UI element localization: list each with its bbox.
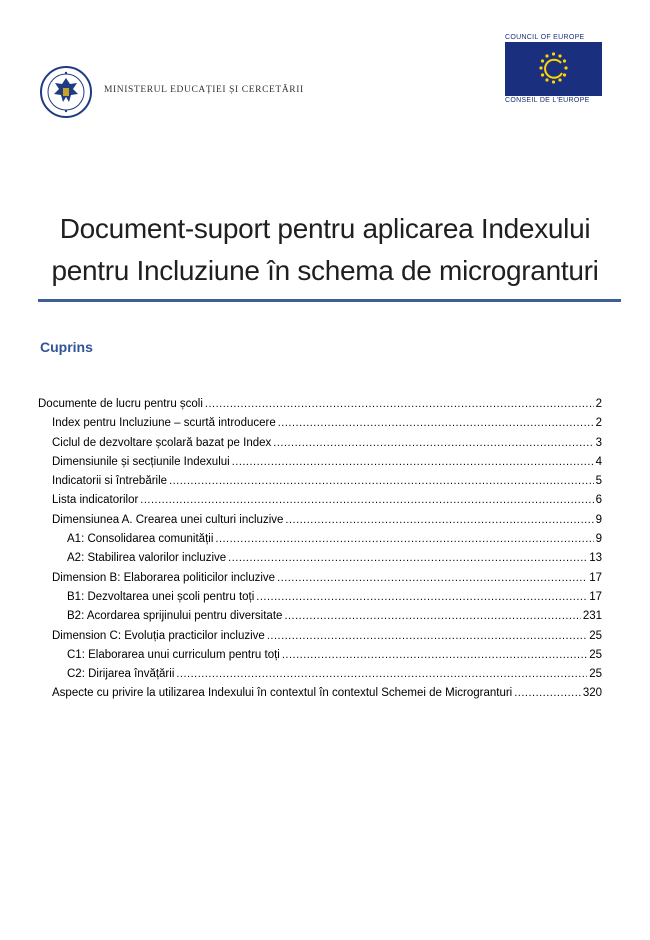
toc-entry[interactable] — [38, 646, 602, 665]
toc-leader-dots — [215, 530, 593, 549]
toc-entry-page[interactable]: 17 — [589, 571, 602, 584]
toc-leader-dots — [267, 627, 587, 646]
toc-leader-dots — [273, 434, 593, 453]
toc-entry-page[interactable]: 5 — [595, 475, 602, 488]
toc-entry[interactable] — [38, 511, 602, 530]
toc-heading: Cuprins — [40, 339, 93, 355]
toc-entry-label[interactable]: C1: Elaborarea unui curriculum pentru toți — [67, 648, 280, 661]
toc-leader-dots — [140, 491, 593, 510]
toc-entry-page[interactable]: 13 — [589, 552, 602, 565]
toc-entry-label[interactable]: Dimensiunile și secțiunile Indexului — [52, 455, 230, 468]
toc-leader-dots — [284, 607, 580, 626]
toc-entry[interactable] — [38, 472, 602, 491]
toc-leader-dots — [228, 549, 587, 568]
toc-entry-label[interactable]: Aspecte cu privire la utilizarea Indexului în contextul în contextul Schemei de Microgranturi — [52, 687, 513, 700]
title-divider — [38, 299, 621, 302]
toc-leader-dots — [285, 511, 593, 530]
toc-entry[interactable] — [38, 665, 602, 684]
toc-entry[interactable] — [38, 414, 602, 433]
toc-entry[interactable] — [38, 684, 602, 703]
toc-entry[interactable] — [38, 607, 602, 626]
toc-entry-label[interactable]: Lista indicatorilor — [52, 494, 139, 507]
toc-entry-page[interactable]: 17 — [589, 590, 602, 603]
toc-entry-label[interactable]: Ciclul de dezvoltare școlară bazat pe Index — [52, 436, 272, 449]
toc-entry[interactable] — [38, 434, 602, 453]
toc-entry[interactable] — [38, 530, 602, 549]
toc-entry-page[interactable]: 25 — [589, 629, 602, 642]
toc-entry-label[interactable]: Index pentru Incluziune – scurtă introducere — [52, 417, 276, 430]
eu-stars-icon — [505, 43, 602, 95]
coe-name-fr: CONSEIL DE L'EUROPE — [505, 95, 602, 104]
toc-entry-page[interactable]: 3 — [595, 436, 602, 449]
toc-entry[interactable] — [38, 549, 602, 568]
toc-entry-page[interactable]: 9 — [595, 513, 602, 526]
toc-entry-label[interactable]: Documente de lucru pentru școli — [38, 398, 203, 410]
ministry-name: MINISTERUL EDUCAȚIEI ȘI CERCETĂRII — [104, 85, 304, 95]
toc-entry-label[interactable]: B1: Dezvoltarea unei școli pentru toți — [67, 590, 255, 603]
toc-entry[interactable] — [38, 395, 602, 414]
council-of-europe-logo — [505, 34, 602, 104]
toc-entry-label[interactable]: A1: Consolidarea comunității — [67, 533, 214, 546]
toc-leader-dots — [205, 395, 594, 414]
toc-leader-dots — [278, 414, 594, 433]
toc-entry-page[interactable]: 2 — [595, 398, 602, 410]
title-line-1: Document-suport pentru aplicarea Indexului — [59, 213, 591, 244]
toc-entry-label[interactable]: B2: Acordarea sprijinului pentru diversitate — [67, 610, 283, 623]
toc-entry-page[interactable]: 320 — [582, 687, 602, 700]
table-of-contents — [38, 395, 602, 704]
toc-entry-page[interactable]: 2 — [595, 417, 602, 430]
toc-leader-dots — [176, 665, 587, 684]
toc-entry-page[interactable]: 6 — [595, 494, 602, 507]
toc-entry-label[interactable]: Dimension B: Elaborarea politicilor incluzive — [52, 571, 276, 584]
toc-entry-page[interactable]: 231 — [582, 610, 602, 623]
toc-entry[interactable] — [38, 588, 602, 607]
government-seal-icon — [40, 66, 92, 118]
document-title — [30, 208, 620, 292]
toc-entry-label[interactable]: Dimension C: Evoluția practicilor incluzive — [52, 629, 265, 642]
toc-leader-dots — [169, 472, 594, 491]
toc-entry-label[interactable]: C2: Dirijarea învățării — [67, 668, 175, 681]
toc-entry-label[interactable]: A2: Stabilirea valorilor incluzive — [67, 552, 227, 565]
toc-leader-dots — [277, 569, 587, 588]
toc-entry[interactable] — [38, 491, 602, 510]
coe-name-en: COUNCIL OF EUROPE — [505, 34, 602, 43]
toc-entry[interactable] — [38, 569, 602, 588]
toc-entry-page[interactable]: 25 — [589, 668, 602, 681]
toc-leader-dots — [256, 588, 587, 607]
title-line-2: pentru Incluziune în schema de microgranturi — [51, 255, 599, 286]
toc-entry-page[interactable]: 9 — [595, 533, 602, 546]
toc-entry-page[interactable]: 4 — [595, 455, 602, 468]
toc-leader-dots — [514, 684, 581, 703]
page-header — [0, 0, 650, 140]
toc-entry[interactable] — [38, 453, 602, 472]
toc-entry-label[interactable]: Dimensiunea A. Crearea unei culturi incluzive — [52, 513, 284, 526]
toc-entry-label[interactable]: Indicatorii si întrebările — [52, 475, 168, 488]
toc-leader-dots — [282, 646, 587, 665]
toc-leader-dots — [232, 453, 594, 472]
toc-entry-page[interactable]: 25 — [589, 648, 602, 661]
toc-entry[interactable] — [38, 627, 602, 646]
